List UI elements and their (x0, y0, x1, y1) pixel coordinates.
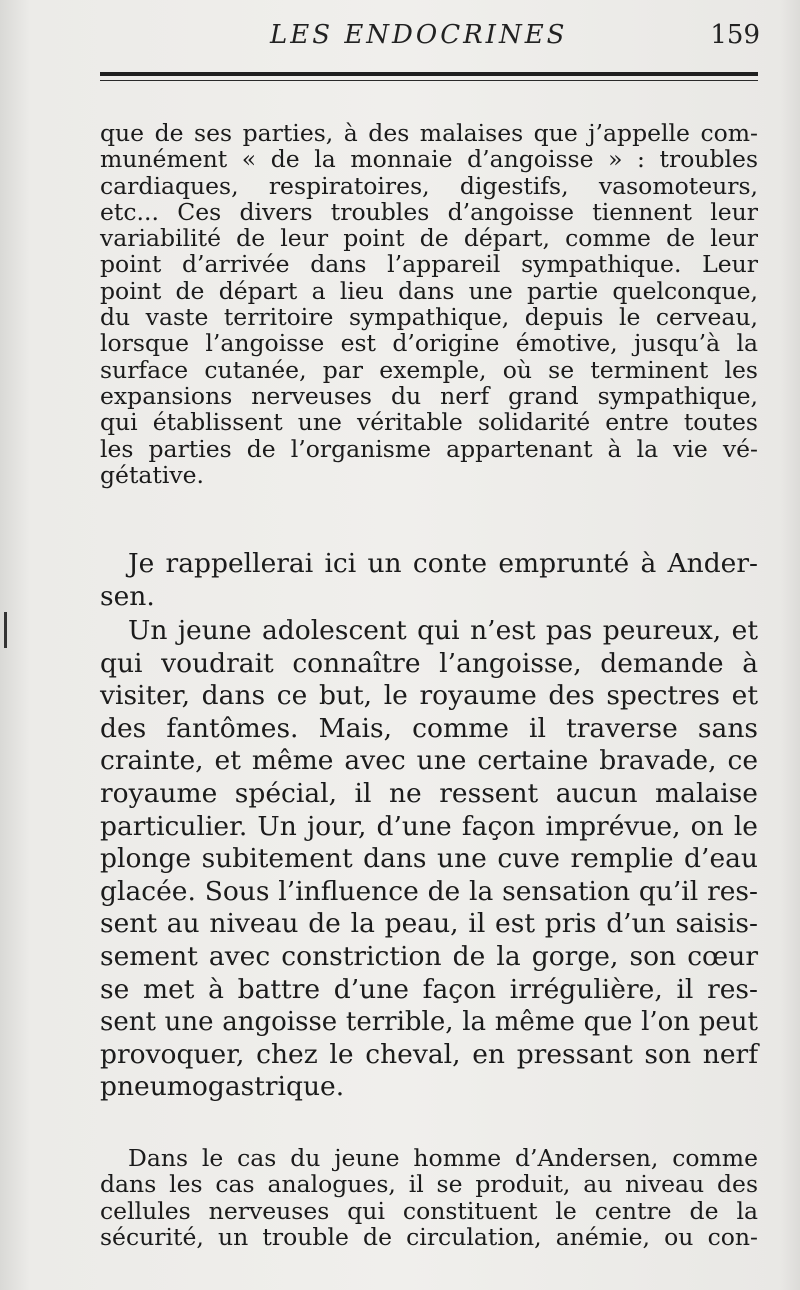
paragraph-4 (100, 1145, 758, 1250)
header-rule-thin (100, 80, 758, 81)
text-line: gétative. (100, 460, 205, 489)
text-line: Un jeune adolescent qui n’est pas peureux, et (128, 615, 758, 646)
text-line: cellules nerveuses qui constituent le centre de la (100, 1196, 758, 1225)
text-line: cardiaques, respiratoires, digestifs, vasomoteurs, (100, 171, 758, 200)
text-line: du vaste territoire sympathique, depuis le cerveau, (100, 303, 758, 332)
text-line: provoquer, chez le cheval, en pressant son nerf (100, 1038, 758, 1070)
text-line: lorsque l’angoisse est d’origine émotive, jusqu’à la (100, 329, 758, 358)
text-line: dans les cas analogues, il se produit, au niveau des (100, 1170, 758, 1199)
text-line: point de départ a lieu dans une partie quelconque, (100, 276, 758, 305)
text-line: sent au niveau de la peau, il est pris d’un saisis- (100, 908, 758, 940)
text-line: les parties de l’organisme appartenant à la vie vé- (100, 434, 758, 463)
margin-mark (4, 612, 7, 648)
text-line: sement avec constriction de la gorge, son cœur (100, 940, 758, 972)
text-line: munément « de la monnaie d’angoisse » : troubles (100, 145, 758, 174)
text-line: crainte, et même avec une certaine bravade, ce (100, 745, 758, 777)
text-line: point d’arrivée dans l’appareil sympathique. Leur (100, 250, 758, 279)
paragraph-1 (100, 120, 758, 488)
text-line: particulier. Un jour, d’une façon imprévue, on le (100, 810, 758, 842)
text-line: plonge subitement dans une cuve remplie d’eau (100, 843, 758, 875)
page-number: 159 (710, 20, 760, 50)
text-line: expansions nerveuses du nerf grand sympathique, (100, 381, 758, 410)
text-line: variabilité de leur point de départ, comme de leur (100, 224, 758, 253)
text-line: qui établissent une véritable solidarité entre toutes (100, 408, 758, 437)
paragraph-3 (100, 615, 758, 1104)
text-line: qui voudrait connaître l’angoisse, demande à (100, 647, 758, 679)
text-line: Je rappellerai ici un conte emprunté à Ander- (128, 548, 758, 579)
text-line: surface cutanée, par exemple, où se terminent les (100, 355, 758, 384)
text-line: etc... Ces divers troubles d’angoisse tiennent leur (100, 197, 758, 226)
text-line: se met à battre d’une façon irrégulière, il res- (100, 973, 758, 1005)
running-title: LES ENDOCRINES (270, 20, 568, 50)
text-line: que de ses parties, à des malaises que j’appelle com- (100, 119, 758, 147)
paragraph-2 (100, 548, 758, 613)
header-rule-thick (100, 72, 758, 76)
text-line: glacée. Sous l’influence de la sensation qu’il res- (100, 875, 758, 907)
text-line: royaume spécial, il ne ressent aucun malaise (100, 777, 758, 809)
text-line: pneumogastrique. (100, 1071, 345, 1103)
text-line: sen. (100, 580, 155, 612)
text-line: visiter, dans ce but, le royaume des spectres et (100, 680, 758, 712)
text-line: sécurité, un trouble de circulation, anémie, ou con- (100, 1222, 758, 1251)
text-line: Dans le cas du jeune homme d’Andersen, comme (128, 1144, 758, 1172)
text-line: des fantômes. Mais, comme il traverse sans (100, 712, 758, 744)
text-line: sent une angoisse terrible, la même que l’on peut (100, 1007, 758, 1038)
page-header (100, 20, 760, 60)
